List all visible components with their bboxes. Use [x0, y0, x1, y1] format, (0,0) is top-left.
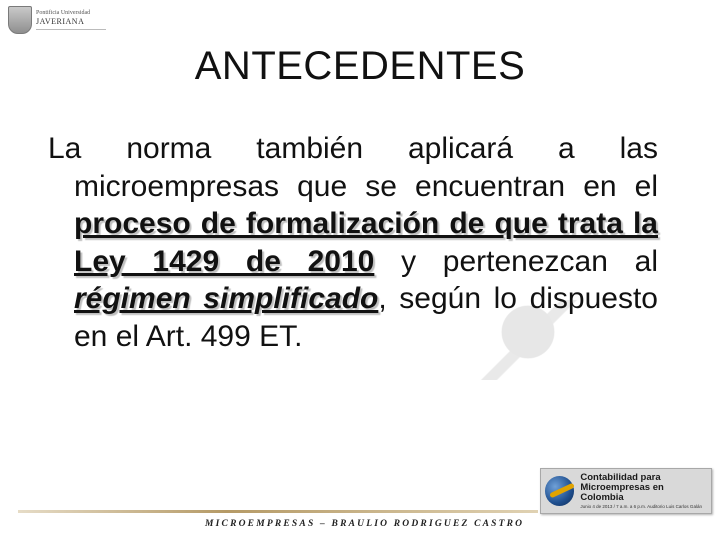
highlight-formalization: proceso de formalización de que trata la Ley 1429 de 2010 [74, 207, 658, 278]
body-text-1: La norma también aplicará a las microempresas que se encuentran en el [48, 132, 658, 203]
badge-text [580, 473, 707, 510]
slide-title: ANTECEDENTES [194, 44, 526, 88]
badge-title-line1: Contabilidad para [580, 471, 661, 483]
footer-text: MICROEMPRESAS – BRAULIO RODRIGUEZ CASTRO [205, 519, 525, 529]
body-paragraph [48, 130, 658, 355]
logo-line1: Pontificia Universidad [36, 10, 91, 16]
event-badge [540, 468, 712, 514]
footer-rule [18, 510, 538, 513]
badge-subtitle: Junio 4 de 2013 / 7 a.m. a 6 p.m. Auditorio Luis Carlos Galán [580, 503, 702, 509]
crest-icon [8, 6, 32, 34]
logo-rule [36, 29, 106, 30]
badge-title-line2: Microempresas en Colombia [580, 481, 664, 503]
body-text-3: , según lo dispuesto en el Art. 499 ET. [74, 282, 658, 353]
globe-icon [545, 476, 574, 506]
body-text-2: y pertenezcan al [374, 244, 658, 278]
logo-text [36, 10, 106, 30]
university-logo [8, 6, 118, 34]
slide-body [48, 130, 658, 355]
highlight-regimen: régimen simplificado [74, 282, 379, 315]
logo-line2: JAVERIANA [36, 17, 85, 26]
